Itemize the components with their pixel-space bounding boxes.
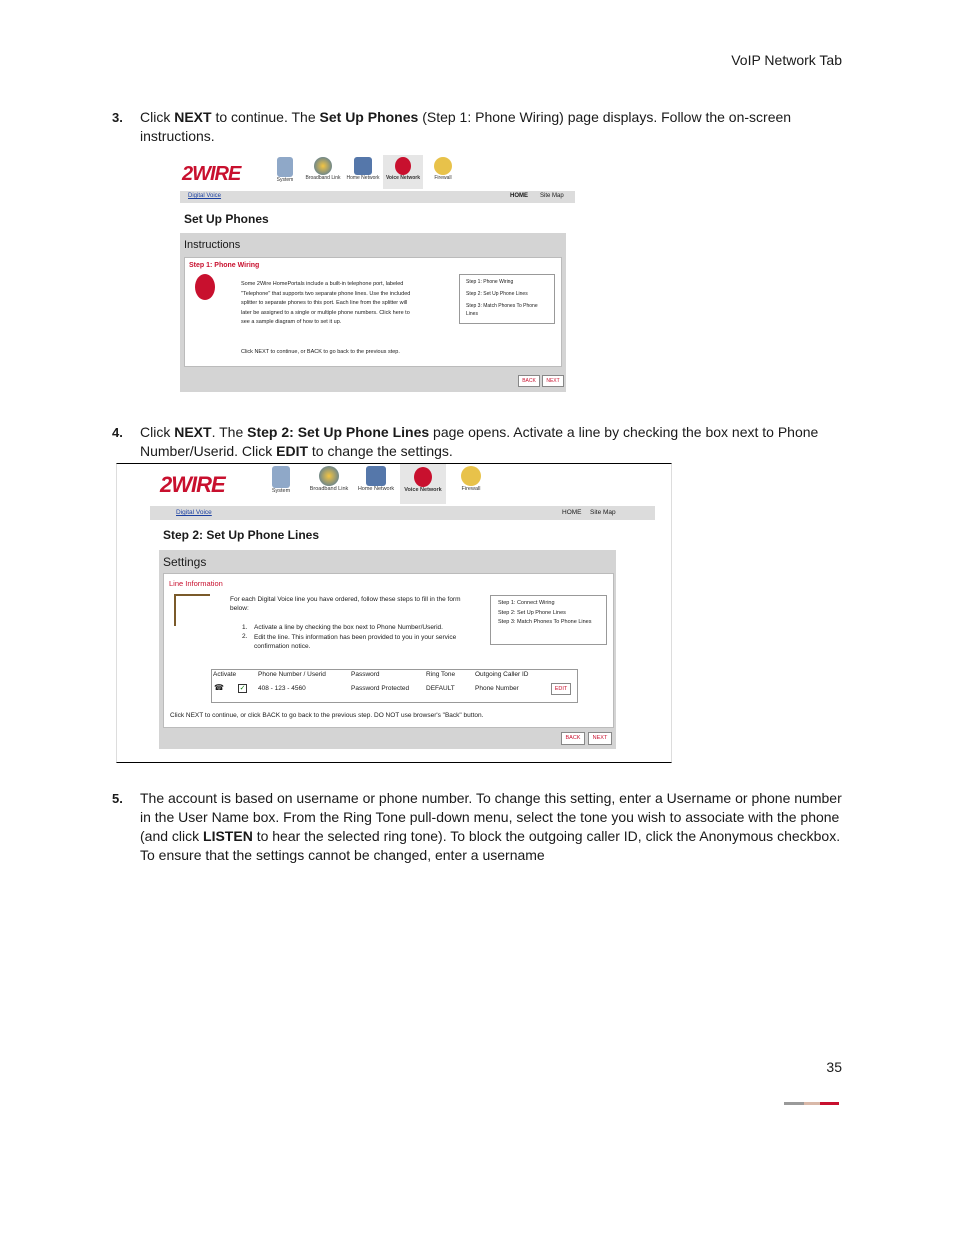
section-label: Step 1: Phone Wiring (189, 262, 260, 269)
intro-text: For each Digital Voice line you have ordered, follow these steps to fill in the form below: (230, 596, 461, 612)
step-item: Step 3: Match Phones To Phone Lines (466, 303, 538, 317)
table-cell: DEFAULT (426, 685, 455, 692)
list-number: 1. (242, 624, 248, 631)
step-text: Click NEXT. The Step 2: Set Up Phone Lines page opens. Activate a line by checking the box next to Phone Number/Userid. Click EDIT to change the settings. (140, 424, 819, 459)
lock-icon (434, 157, 452, 175)
line-table (211, 669, 578, 703)
step-item: Step 1: Connect Wiring (498, 600, 555, 606)
tab-voice-network[interactable]: Voice Network (383, 155, 423, 189)
activate-checkbox[interactable]: ✓ (239, 685, 246, 692)
tab-broadband-link[interactable]: Broadband Link (306, 466, 352, 492)
tab-system[interactable]: System (258, 466, 304, 494)
step-text: Click NEXT to continue. The Set Up Phones (Step 1: Phone Wiring) page displays. Follow the on-screen instructions. (140, 109, 792, 144)
phone-icon (414, 467, 432, 487)
instructions-box (184, 257, 562, 367)
page-title: Set Up Phones (184, 212, 269, 226)
footer-text: Click NEXT to continue, or click BACK to go back to the previous step. DO NOT use browser's "Back" button. (170, 712, 484, 719)
table-header: Ring Tone (426, 671, 456, 678)
step-number: 3. (112, 110, 123, 125)
home-link[interactable]: HOME (510, 193, 528, 199)
screenshot-setup-phones (180, 155, 575, 392)
screenshot-phone-lines (150, 464, 655, 750)
footer-bar-gray (784, 1102, 804, 1105)
home-network-icon (366, 466, 386, 486)
table-header: Phone Number / Userid (258, 671, 326, 678)
table-cell: Phone Number (475, 685, 519, 692)
tab-broadband-link[interactable]: Broadband Link (304, 157, 342, 181)
brand-logo: 2WIRE (160, 472, 225, 497)
page-title: Step 2: Set Up Phone Lines (163, 528, 320, 542)
footer-bar-tan (804, 1102, 820, 1105)
step-number: 5. (112, 791, 123, 806)
instructions-panel (180, 233, 566, 392)
phone-icon (195, 274, 215, 300)
tab-home-network[interactable]: Home Network (344, 157, 382, 181)
phone-icon (395, 157, 411, 175)
running-header: VoIP Network Tab (731, 52, 842, 68)
tab-voice-network[interactable]: Voice Network (400, 464, 446, 504)
panel-title: Settings (163, 555, 207, 569)
steps-sidebox (459, 274, 555, 324)
tab-system[interactable]: System (266, 157, 304, 183)
table-header: Outgoing Caller ID (475, 671, 529, 678)
list-number: 2. (242, 633, 248, 640)
step-text: The account is based on username or phone number. To change this setting, enter a Username or phone number in the User Name box. From the Ring Tone pull-down menu, select the tone you wish to associate with the phone (and click LISTEN to hear the selected ring tone). To block the outgoing caller ID, click the Anonymous checkbox. To ensure that the settings cannot be changed, enter a username (140, 790, 842, 863)
next-button[interactable]: NEXT (588, 732, 612, 745)
nav-link-digital-voice[interactable]: Digital Voice (188, 193, 222, 199)
table-header: Activate (213, 671, 237, 678)
tab-firewall[interactable]: Firewall (424, 157, 462, 181)
brand-logo: 2WIRE (182, 163, 241, 185)
sitemap-link[interactable]: Site Map (590, 509, 616, 516)
home-link[interactable]: HOME (562, 509, 582, 516)
tab-firewall[interactable]: Firewall (448, 466, 494, 492)
instructions-nav-text: Click NEXT to continue, or BACK to go back to the previous step. (241, 349, 400, 355)
step-item: Step 1: Phone Wiring (466, 279, 514, 285)
phone-line-icon: ☎ (214, 683, 224, 692)
system-icon (277, 157, 293, 177)
lock-icon (461, 466, 481, 486)
page-number: 35 (826, 1059, 842, 1075)
back-button[interactable]: BACK (518, 375, 540, 387)
nav-bar (180, 191, 575, 203)
step-item: Step 2: Set Up Phone Lines (498, 610, 566, 616)
globe-icon (319, 466, 339, 486)
tab-home-network[interactable]: Home Network (353, 466, 399, 492)
edit-button[interactable]: EDIT (551, 683, 571, 695)
table-cell: Password Protected (351, 685, 410, 692)
nav-bar (150, 506, 655, 520)
settings-panel (159, 550, 616, 749)
panel-title: Instructions (184, 239, 241, 251)
steps-sidebox (490, 595, 607, 645)
step-number: 4. (112, 425, 123, 440)
section-label: Line Information (169, 579, 223, 588)
settings-box (163, 573, 614, 728)
utility-pole-icon (174, 594, 210, 626)
instructions-text: Some 2Wire HomePortals include a built-in telephone port, labeled "Telephone" that supports two separate phone lines. Use the included splitter to separate phones to this port. Each line from the splitter will later be assigned to a single or multiple phone numbers. Click here to see a sample diagram of how to set it up. (241, 281, 411, 325)
table-header: Password (351, 671, 380, 678)
system-icon (272, 466, 290, 488)
list-item: Activate a line by checking the box next to Phone Number/Userid. (254, 624, 443, 631)
nav-link-digital-voice[interactable]: Digital Voice (176, 509, 212, 516)
globe-icon (314, 157, 332, 175)
footer-bar-red (820, 1102, 839, 1105)
step-item: Step 2: Set Up Phone Lines (466, 291, 528, 297)
list-item: Edit the line. This information has been provided to you in your service confirmation notice. (254, 634, 457, 650)
back-button[interactable]: BACK (561, 732, 585, 745)
table-cell: 408 - 123 - 4560 (258, 685, 306, 692)
home-network-icon (354, 157, 372, 175)
sitemap-link[interactable]: Site Map (540, 193, 564, 199)
next-button[interactable]: NEXT (542, 375, 564, 387)
step-item: Step 3: Match Phones To Phone Lines (498, 619, 592, 625)
